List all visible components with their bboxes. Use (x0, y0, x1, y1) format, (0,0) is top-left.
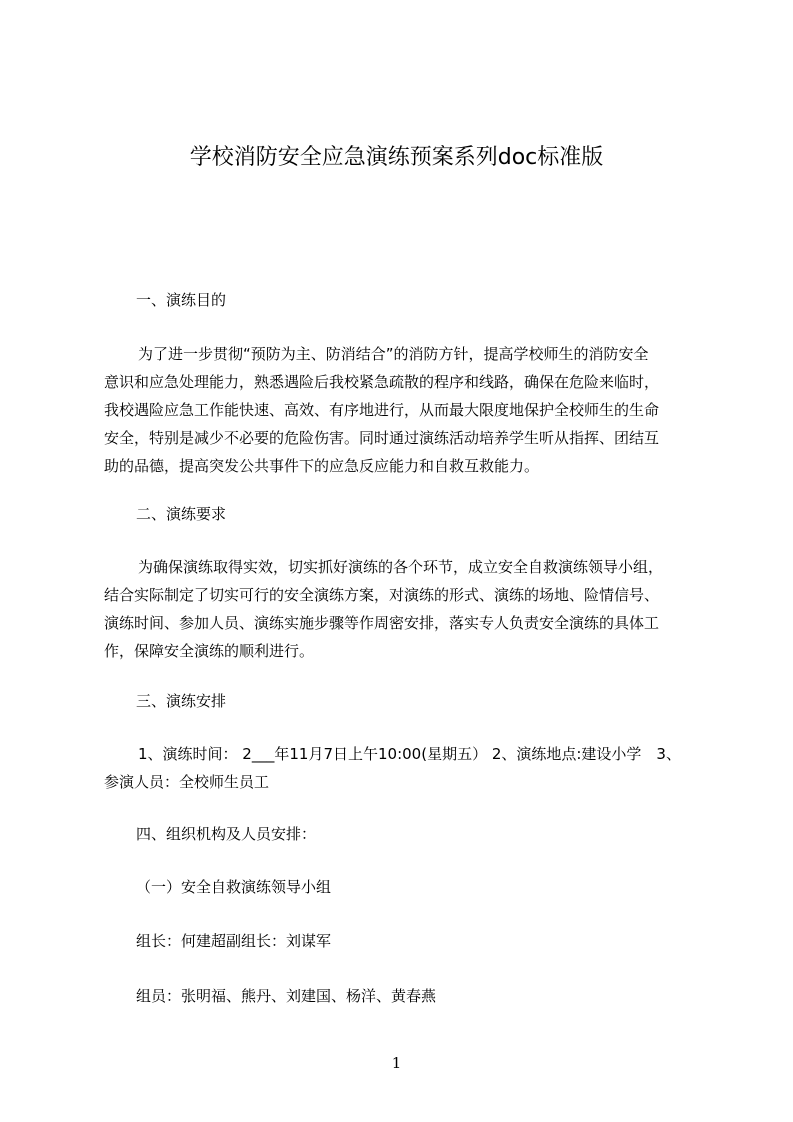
section-body-purpose (104, 340, 709, 480)
paragraph-line: 我校遇险应急工作能快速、高效、有序地进行，从而最大限度地保护全校师生的生命 (104, 401, 660, 419)
paragraph-line: 为了进一步贯彻“预防为主、防消结合”的消防方针，提高学校师生的消防安全 (138, 345, 649, 363)
paragraph-line: 结合实际制定了切实可行的安全演练方案，对演练的形式、演练的场地、险情信号、 (104, 586, 660, 604)
section-body-requirements (104, 553, 709, 665)
subheading-leadership-group: （一）安全自救演练领导小组 (136, 878, 332, 896)
paragraph-line: 参演人员：全校师生员工 (104, 773, 270, 791)
paragraph-line: 助的品德，提高突发公共事件下的应急反应能力和自救互救能力。 (104, 457, 540, 475)
paragraph-line: 作，保障安全演练的顺利进行。 (104, 642, 315, 660)
paragraph-line: 意识和应急处理能力，熟悉遇险后我校紧急疏散的程序和线路，确保在危险来临时， (104, 373, 660, 391)
section-heading-arrangement: 三、演练安排 (136, 692, 227, 710)
section-heading-purpose: 一、演练目的 (136, 291, 227, 309)
members-line: 组员：张明福、熊丹、刘建国、杨洋、黄春燕 (136, 987, 437, 1005)
paragraph-line: 演练时间、参加人员、演练实施步骤等作周密安排，落实专人负责安全演练的具体工 (104, 614, 660, 632)
section-body-arrangement (104, 740, 709, 796)
section-heading-requirements: 二、演练要求 (136, 505, 227, 523)
paragraph-line: 安全，特别是减少不必要的危险伤害。同时通过演练活动培养学生听从指挥、团结互 (104, 429, 660, 447)
paragraph-line: 为确保演练取得实效，切实抓好演练的各个环节，成立安全自救演练领导小组， (138, 558, 664, 576)
page-number: 1 (391, 1054, 402, 1072)
leaders-line: 组长：何建超副组长：刘谋军 (136, 932, 332, 950)
document-title: 学校消防安全应急演练预案系列doc标准版 (189, 145, 604, 170)
paragraph-line: 1、演练时间： 2___年11月7日上午10:00(星期五） 2、演练地点:建设小学 3、 (138, 745, 681, 763)
section-heading-organization: 四、组织机构及人员安排： (136, 825, 317, 843)
